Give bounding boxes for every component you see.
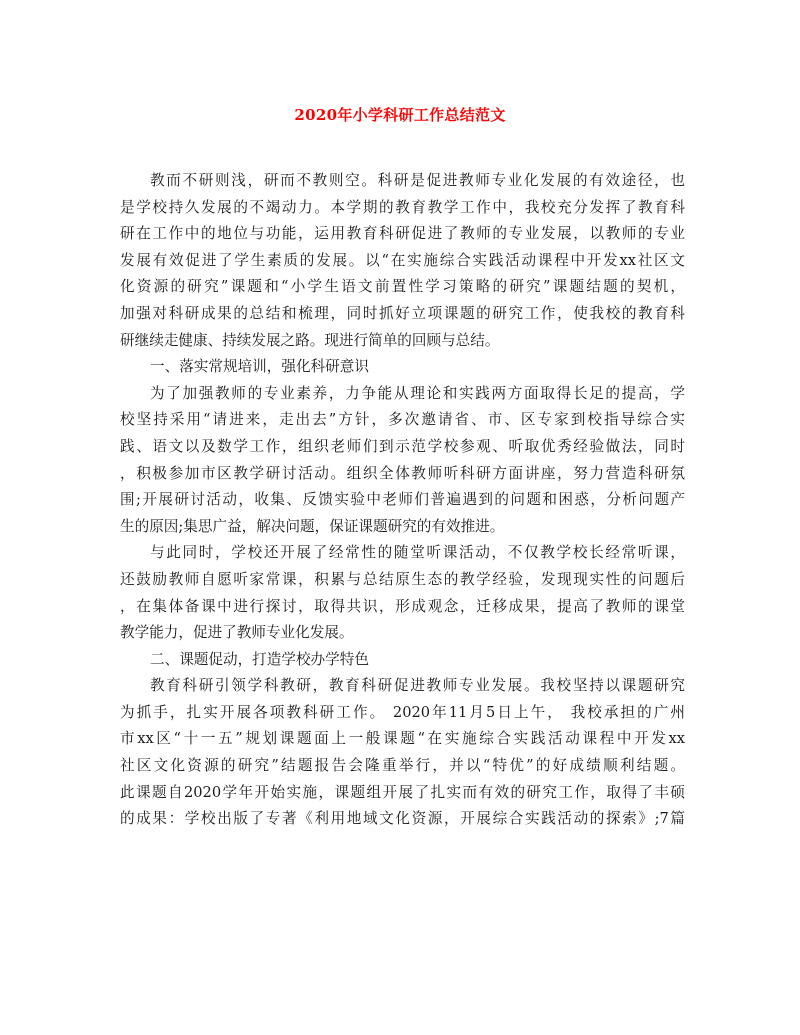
paragraph-line: 的成果：学校出版了专著《利用地域文化资源，开展综合实践活动的探索》;7篇 [120,810,685,828]
paragraph-line: 研在工作中的地位与功能，运用教育科研促进了教师的专业发展，以教师的专业 [120,225,685,243]
paragraph-line: ，积极参加市区教学研讨活动。组织全体教师听科研方面讲座，努力营造科研氛 [120,464,685,482]
paragraph-line: 市xx区“十一五”规划课题面上一般课题“在实施综合实践活动课程中开发xx [120,730,685,748]
document-body [120,168,685,833]
paragraph-line: 化资源的研究”课题和“小学生语文前置性学习策略的研究”课题结题的契机， [120,278,685,296]
paragraph-line: 发展有效促进了学生素质的发展。以“在实施综合实践活动课程中开发xx社区文 [120,251,685,269]
paragraph-line: 教而不研则浅，研而不教则空。科研是促进教师专业化发展的有效途径，也 [150,172,685,189]
paragraph-line: 社区文化资源的研究”结题报告会隆重举行，并以“特优”的好成绩顺利结题。 [120,757,685,775]
document-title: 2020年小学科研工作总结范文 [294,106,506,124]
paragraph-line: 为了加强教师的专业素养，力争能从理论和实践两方面取得长足的提高，学 [150,384,685,402]
section-heading: 一、落实常规培训，强化科研意识 [150,358,369,376]
paragraph-line: 与此同时，学校还开展了经常性的随堂听课活动，不仅教学校长经常听课， [150,544,685,562]
paragraph-line: 校坚持采用“请进来，走出去”方针，多次邀请省、市、区专家到校指导综合实 [120,411,685,429]
paragraph-line: ，在集体备课中进行探讨，取得共识，形成观念，迁移成果，提高了教师的课堂 [120,597,685,615]
paragraph-line: 是学校持久发展的不竭动力。本学期的教育教学工作中，我校充分发挥了教育科 [120,198,685,216]
paragraph-line: 还鼓励教师自愿听家常课，积累与总结原生态的教学经验，发现现实性的问题后 [120,570,685,588]
paragraph-line: 围;开展研讨活动，收集、反馈实验中老师们普遍遇到的问题和困惑，分析问题产 [120,491,685,509]
paragraph-line: 为抓手，扎实开展各项教科研工作。 2020年11月5日上午， 我校承担的广州 [120,703,685,721]
paragraph-line: 研继续走健康、持续发展之路。现进行简单的回顾与总结。 [120,331,500,349]
paragraph-line: 教学能力，促进了教师专业化发展。 [120,624,354,642]
paragraph-line: 生的原因;集思广益，解决问题，保证课题研究的有效推进。 [120,517,505,535]
paragraph-line: 教育科研引领学科教研，教育科研促进教师专业发展。我校坚持以课题研究 [150,677,685,695]
paragraph-line: 此课题自2020学年开始实施，课题组开展了扎实而有效的研究工作，取得了丰硕 [120,783,685,801]
paragraph-line: 践、语文以及数学工作，组织老师们到示范学校参观、听取优秀经验做法，同时 [120,437,685,455]
paragraph-line: 加强对科研成果的总结和梳理，同时抓好立项课题的研究工作，使我校的教育科 [120,304,685,322]
section-heading: 二、课题促动，打造学校办学特色 [150,650,369,668]
